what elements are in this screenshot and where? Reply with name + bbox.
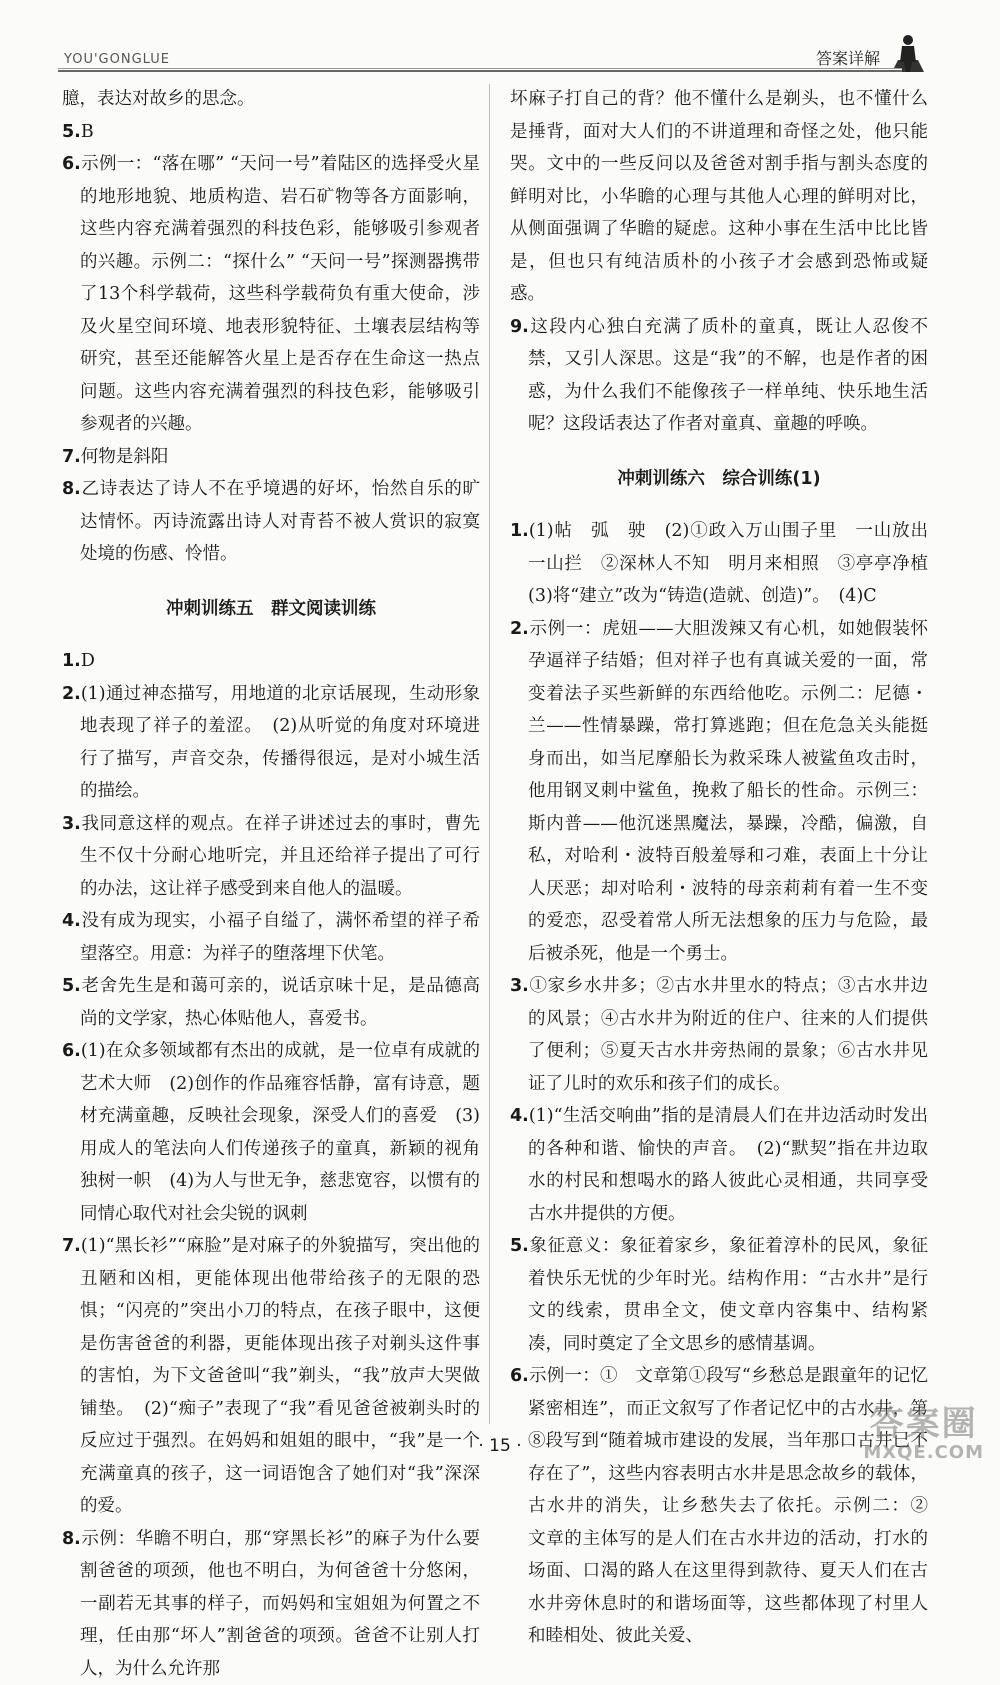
answer-text: 乙诗表达了诗人不在乎境遇的好坏，怡然自乐的旷达情怀。丙诗流露出诗人对青苔不被人赏识的寂寞处境的伤感、怜惜。: [80, 479, 480, 564]
answer-item: [62, 441, 480, 474]
answer-text: 象征意义：象征着家乡，象征着淳朴的民风，象征着快乐无忧的少年时光。结构作用：“古水井”是行文的线索，贯串全文，使文章内容集中、结构紧凑，同时奠定了全文思乡的感情基调。: [528, 1236, 928, 1354]
answer-text: (1)“黑长衫”“麻脸”是对麻子的外貌描写，突出他的丑陋和凶相，更能体现出他带给孩子的无限的恐惧；“闪亮的”突出小刀的特点，在孩子眼中，这便是伤害爸爸的利器，更能体现出孩子对剃头这件事的害怕，为下文爸爸叫“我”剃头，“我”放声大哭做铺垫。 (2)“痴子”表现了“我”看见爸爸被剃头时的反应过于强烈。在妈妈和姐姐的眼中，“我”是一个充满童真的孩子，这一词语饱含了她们对“我”深深的爱。: [80, 1236, 480, 1516]
answer-text: 示例一：① 文章第①段写“乡愁总是跟童年的记忆紧密相连”，而正文叙写了作者记忆中的古水井，第⑧段写到“随着城市建设的发展，当年那口古井已不存在了”，这些内容表明古水井是思念故乡的载体，古水井的消失，让乡愁失去了依托。示例二：② 文章的主体写的是人们在古水井边的活动，打水的场面、口渴的路人在这里得到款待、夏天人们在古水井旁休息时的和谐场面等，这些都体现了村里人和睦相处、彼此关爱、: [528, 1366, 946, 1646]
answer-number: 8.: [62, 479, 81, 499]
watermark-text: 答案圈: [863, 1406, 984, 1443]
answer-item: [62, 970, 480, 1035]
answer-text: 示例一：“落在哪” “天问一号”着陆区的选择受火星的地形地貌、地质构造、岩石矿物等各方面影响，这些内容充满着强烈的科技色彩，能够吸引参观者的兴趣。示例二：“探什么” “天问一号”探测器携带了13个科学载荷，这些科学载荷负有重大使命，涉及火星空间环境、地表形貌特征、土壤表层结构等研究，甚至还能解答火星上是否存在生命这一热点问题。这些内容充满着强烈的科技色彩，能够吸引参观者的兴趣。: [80, 154, 480, 434]
answer-item: [510, 1360, 928, 1653]
answer-item: [510, 311, 928, 441]
answer-text: (1)通过神态描写，用地道的北京话展现，生动形象地表现了祥子的羞涩。 (2)从听觉的角度对环境进行了描写，声音交杂，传播得很远，是对小城生活的描绘。: [80, 684, 480, 802]
answer-number: 2.: [62, 684, 81, 704]
section-title-6: 冲刺训练六 综合训练(1): [510, 463, 928, 496]
answer-text: D: [81, 651, 95, 671]
answer-number: 2.: [510, 619, 529, 639]
answer-item: [62, 473, 480, 571]
answer-number: 4.: [510, 1106, 529, 1126]
answer-number: 7.: [62, 447, 81, 467]
answer-item: [62, 116, 480, 149]
answer-item: [62, 1230, 480, 1523]
answer-text: (1)“生活交响曲”指的是清晨人们在井边活动时发出的各种和谐、愉快的声音。 (2)“默契”指在井边取水的村民和想喝水的路人彼此心灵相通，共同享受古水井提供的方便。: [528, 1106, 928, 1224]
answer-number: 1.: [510, 521, 529, 541]
answer-number: 4.: [62, 911, 81, 931]
answer-number: 6.: [62, 154, 81, 174]
answer-number: 3.: [62, 814, 81, 834]
answer-number: 1.: [62, 651, 81, 671]
answer-item: [62, 808, 480, 906]
answer-item: [510, 515, 928, 613]
answer-text: 示例：华瞻不明白，那“穿黑长衫”的麻子为什么要割爸爸的项颈，他也不明白，为何爸爸十分悠闲，一副若无其事的样子，而妈妈和宝姐姐为何置之不理，任由那“坏人”割爸爸的项颈。爸爸不让别人打人，为什么允许那: [80, 1529, 480, 1679]
answer-text: (1)在众多领域都有杰出的成就，是一位卓有成就的艺术大师 (2)创作的作品雍容恬静，富有诗意，题材充满童趣，反映社会现象，深受人们的喜爱 (3)用成人的笔法向人们传递孩子的童真，新颖的视角独树一帜 (4)为人与世无争，慈悲宽容，以惯有的同情心取代对社会尖锐的讽刺: [80, 1041, 480, 1224]
column-divider: [489, 84, 490, 1424]
answer-item: [510, 1100, 928, 1230]
answer-number: 5.: [510, 1236, 529, 1256]
answer-text: 没有成为现实，小福子自缢了，满怀希望的祥子希望落空。用意：为祥子的堕落埋下伏笔。: [80, 911, 480, 964]
watermark-logo: [863, 1406, 984, 1463]
answer-item: [62, 1035, 480, 1230]
answer-item: [510, 613, 928, 971]
answer-number: 7.: [62, 1236, 81, 1256]
answer-item: [62, 148, 480, 441]
answer-item: [62, 678, 480, 808]
answer-item: [510, 970, 928, 1100]
answer-text: 坏麻子打自己的背？他不懂什么是剃头，也不懂什么是捶背，面对大人们的不讲道理和奇怪之处，他只能哭。文中的一些反问以及爸爸对割手指与割头态度的鲜明对比，小华瞻的心理与其他人心理的鲜明对比，从侧面强调了华瞻的疑虑。这种小事在生活中比比皆是，但也只有纯洁质朴的小孩子才会感到恐怖或疑惑。: [510, 89, 928, 304]
answer-text: ①家乡水井多；②古水井里水的特点；③古水井边的风景；④古水井为附近的住户、往来的人们提供了便利；⑤夏天古水井旁热闹的景象；⑥古水井见证了儿时的欢乐和孩子们的成长。: [528, 976, 928, 1094]
answer-number: 9.: [510, 317, 529, 337]
answer-text: 示例一：虎妞——大胆泼辣又有心机，如她假装怀孕逼祥子结婚；但对祥子也有真诚关爱的一面，常变着法子买些新鲜的东西给他吃。示例二：尼德・兰——性情暴躁，常打算逃跑；但在危急关头能挺身而出，如当尼摩船长为救采珠人被鲨鱼攻击时，他用钢叉刺中鲨鱼，挽救了船长的性命。示例三：斯内普——他沉迷黑魔法，暴躁，冷酷，偏激，自私，对哈利・波特百般羞辱和刁难，表面上十分让人厌恶；却对哈利・波特的母亲莉莉有着一生不变的爱恋，忍受着常人所无法想象的压力与危险，最后被杀死，他是一个勇士。: [528, 619, 928, 964]
brand-text: YOU'GONGLUE: [64, 52, 170, 67]
answer-item: [62, 1523, 480, 1685]
page-number: · 15 ·: [0, 1436, 1000, 1456]
page-header: [58, 38, 942, 78]
watermark-url: MXQE.COM: [863, 1443, 984, 1463]
answer-item: [510, 83, 928, 311]
answer-text: 臆，表达对故乡的思念。: [62, 89, 255, 109]
answer-number: 8.: [62, 1529, 81, 1549]
answer-item: [62, 645, 480, 678]
answer-text: 老舍先生是和蔼可亲的，说话京味十足，是品德高尚的文学家，热心体贴他人，喜爱书。: [80, 976, 480, 1029]
section-title-5: 冲刺训练五 群文阅读训练: [62, 593, 480, 626]
answer-number: 5.: [62, 976, 81, 996]
answer-item: [62, 905, 480, 970]
answer-number: 5.: [62, 122, 81, 142]
answer-item: [62, 83, 480, 116]
answer-item: [510, 1230, 928, 1360]
answer-text: 这段内心独白充满了质朴的童真，既让人忍俊不禁，又引人深思。这是“我”的不解，也是作者的困惑，为什么我们不能像孩子一样单纯、快乐地生活呢？这段话表达了作者对童真、童趣的呼唤。: [528, 317, 928, 435]
answer-number: 6.: [62, 1041, 81, 1061]
section-label: 答案详解: [816, 46, 880, 69]
answer-number: 3.: [510, 976, 529, 996]
answer-text: 我同意这样的观点。在祥子讲述过去的事时，曹先生不仅十分耐心地听完，并且还给祥子提出了可行的办法，这让祥子感受到来自他人的温暖。: [80, 814, 480, 899]
answer-text: (1)帖 弧 驶 (2)①政入万山围子里 一山放出一山拦 ②深林人不知 明月来相照 ③亭亭净植 (3)将“建立”改为“铸造(造就、创造)”。 (4)C: [528, 521, 946, 606]
answer-text: B: [81, 122, 94, 142]
header-rule: [58, 68, 902, 72]
answer-number: 6.: [510, 1366, 529, 1386]
answer-text: 何物是斜阳: [81, 447, 169, 467]
